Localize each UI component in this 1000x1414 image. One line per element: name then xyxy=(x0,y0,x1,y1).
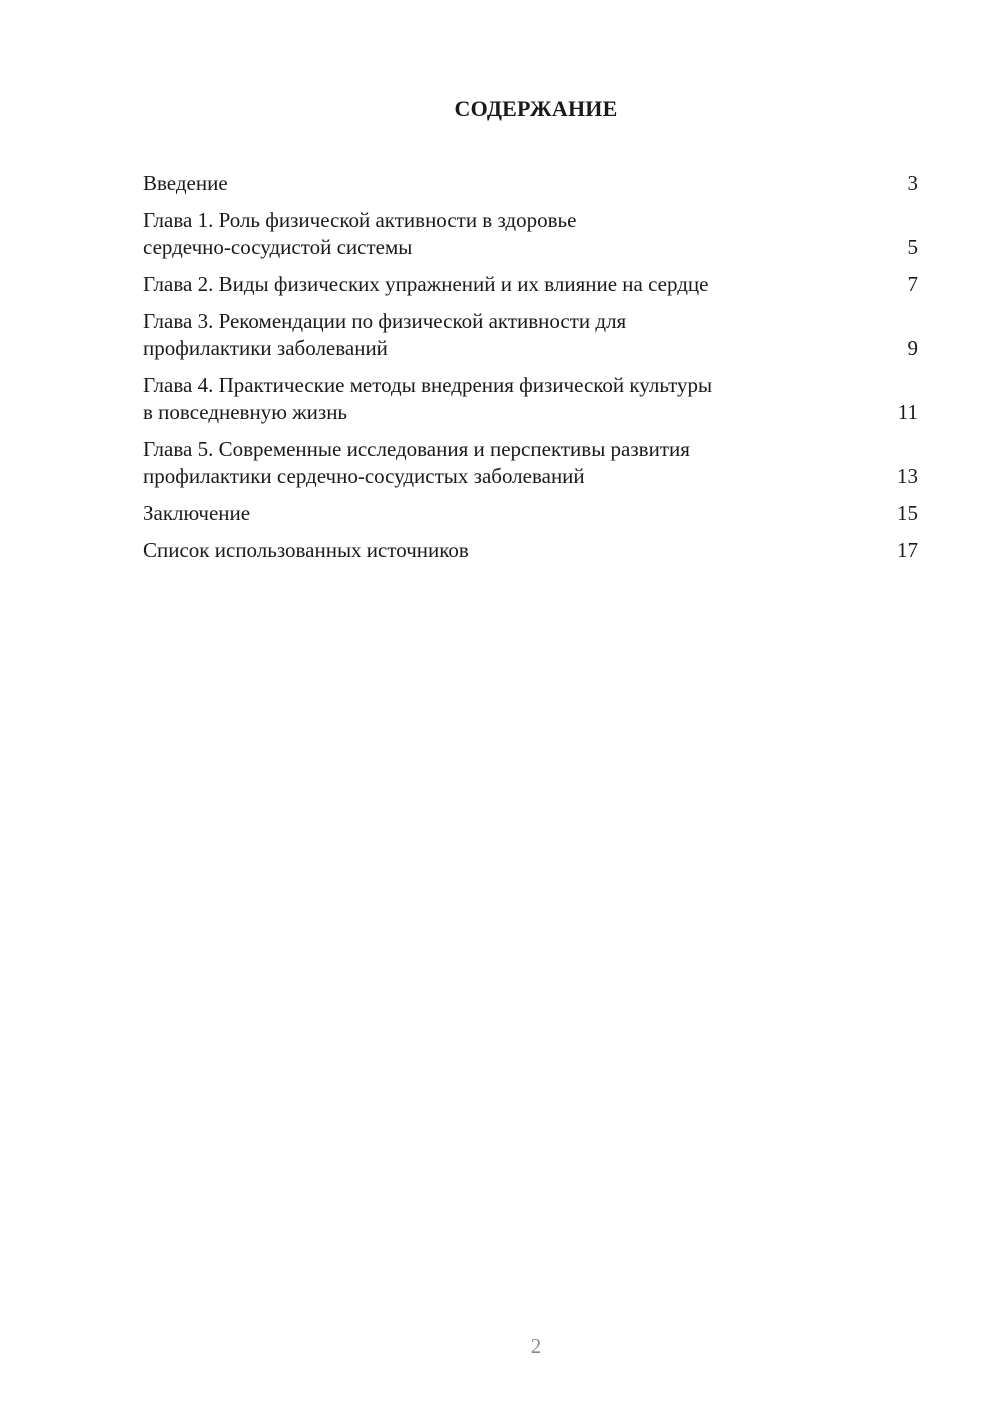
toc-entry-text: Глава 1. Роль физической активности в здоровье сердечно-сосудистой системы xyxy=(143,208,577,259)
toc-entry-text: Глава 3. Рекомендации по физической активности для профилактики заболеваний xyxy=(143,309,627,360)
toc-entry-chapter-3 xyxy=(143,308,918,362)
toc-entry-page: 17 xyxy=(897,538,918,562)
toc-entry-page: 3 xyxy=(907,171,918,195)
toc-entry-page: 11 xyxy=(897,400,918,424)
toc-entry-chapter-2 xyxy=(143,271,918,298)
toc-entry-page: 13 xyxy=(897,464,918,488)
toc-entry-chapter-4 xyxy=(143,372,918,426)
page-number: 2 xyxy=(530,1334,542,1358)
toc-entry-text: Глава 2. Виды физических упражнений и их влияние на сердце xyxy=(143,272,709,296)
toc-entry-page: 7 xyxy=(907,272,918,296)
toc-entry-conclusion xyxy=(143,500,918,527)
toc-entry-text: Заключение xyxy=(143,501,251,525)
toc-entry-text: Введение xyxy=(143,171,228,195)
toc-entry-references xyxy=(143,537,918,564)
toc-entry-text: Список использованных источников xyxy=(143,538,469,562)
table-of-contents xyxy=(143,170,918,574)
toc-entry-text: Глава 5. Современные исследования и перспективы развития профилактики сердечно-сосудистых заболеваний xyxy=(143,437,690,488)
toc-entry-page: 9 xyxy=(907,336,918,360)
toc-entry-chapter-5 xyxy=(143,436,918,490)
toc-entry-introduction xyxy=(143,170,918,197)
toc-entry-text: Глава 4. Практические методы внедрения физической культуры в повседневную жизнь xyxy=(143,373,713,424)
toc-entry-page: 15 xyxy=(897,501,918,525)
toc-entry-chapter-1 xyxy=(143,207,918,261)
toc-entry-page: 5 xyxy=(907,235,918,259)
toc-title: СОДЕРЖАНИЕ xyxy=(454,96,618,121)
